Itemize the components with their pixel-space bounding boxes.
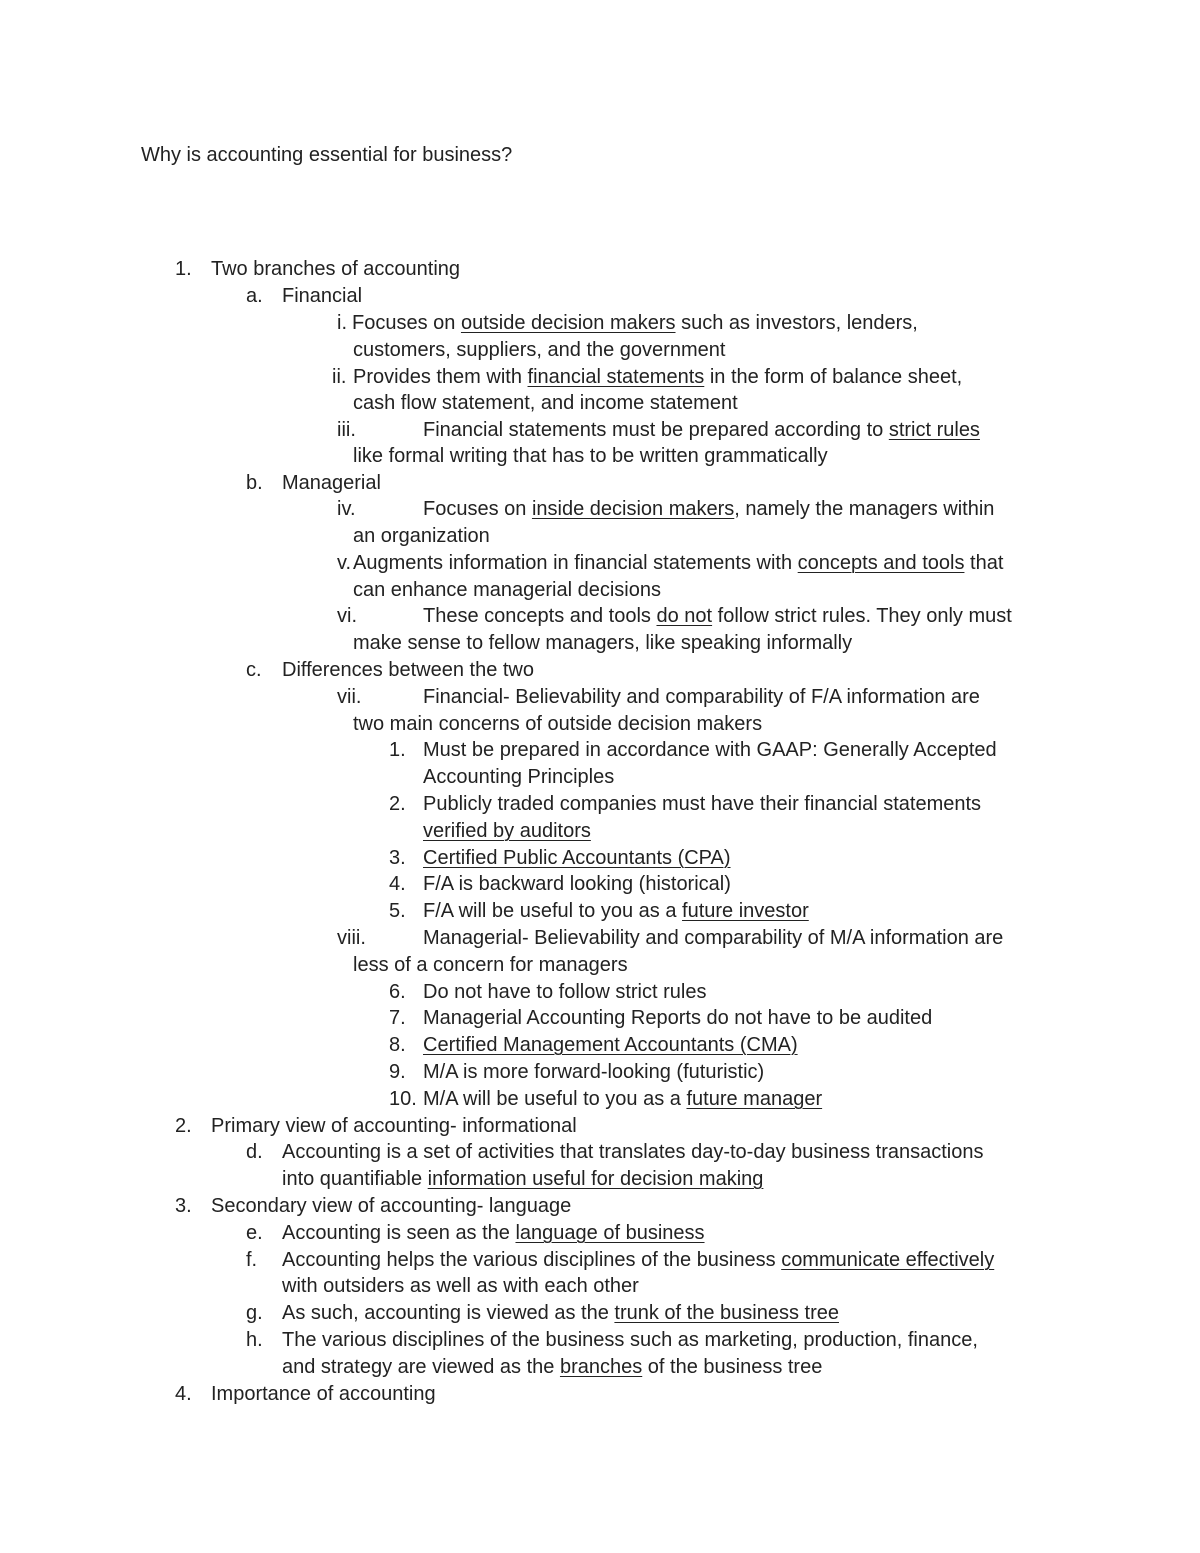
outline-line — [353, 577, 661, 603]
text-segment: Accounting is seen as the — [282, 1222, 516, 1244]
text-segment: As such, accounting is viewed as the — [282, 1302, 615, 1324]
text-segment: and strategy are viewed as the — [282, 1356, 560, 1378]
outline-line — [423, 979, 706, 1005]
text-segment: Primary view of accounting- informational — [211, 1115, 577, 1137]
outline-marker: f. — [246, 1249, 258, 1271]
text-segment: The various disciplines of the business such as marketing, production, finance, — [282, 1329, 978, 1351]
text-segment: F/A will be useful to you as a — [423, 900, 683, 922]
outline-line — [352, 310, 918, 336]
outline-marker: vi. — [337, 605, 357, 627]
text-segment: less of a concern for managers — [353, 954, 628, 976]
text-segment: Two branches of accounting — [211, 258, 461, 280]
outline-line — [282, 1220, 705, 1246]
underlined-term: strict rules — [888, 419, 980, 441]
text-segment: of the business tree — [642, 1356, 823, 1378]
outline-line — [423, 1032, 798, 1058]
outline-marker: v. — [337, 552, 352, 574]
text-segment: Differences between the two — [282, 659, 535, 681]
underlined-term: language of business — [515, 1222, 705, 1244]
outline-marker: 1. — [175, 258, 192, 280]
outline-line — [423, 791, 981, 817]
text-segment: customers, suppliers, and the government — [353, 339, 726, 361]
outline-line — [423, 925, 1003, 951]
text-segment: two main concerns of outside decision makers — [353, 713, 763, 735]
outline-line — [353, 364, 962, 390]
underlined-term: financial statements — [527, 366, 705, 388]
outline-line — [211, 1113, 577, 1139]
text-segment: Augments information in financial statements with — [353, 552, 798, 574]
outline-line — [282, 657, 534, 683]
outline-line — [423, 871, 731, 897]
outline-line — [423, 737, 997, 763]
text-segment: Financial — [282, 285, 363, 307]
outline-line — [353, 550, 1003, 576]
text-segment: Provides them with — [353, 366, 528, 388]
outline-marker: viii. — [337, 927, 366, 949]
text-segment: that — [964, 552, 1004, 574]
outline-marker: 3. — [175, 1195, 192, 1217]
outline-marker: i. — [337, 312, 347, 334]
outline-marker: h. — [246, 1329, 263, 1351]
outline-line — [282, 470, 381, 496]
outline-marker: c. — [246, 659, 262, 681]
text-segment: Financial statements must be prepared according to — [423, 419, 889, 441]
text-segment: into quantifiable — [282, 1168, 428, 1190]
text-segment: Publicly traded companies must have their financial statements — [423, 793, 982, 815]
text-segment: in the form of balance sheet, — [704, 366, 963, 388]
outline-line — [423, 684, 980, 710]
outline-line — [423, 603, 1012, 629]
outline-line — [282, 1166, 763, 1192]
outline-marker: e. — [246, 1222, 263, 1244]
outline-marker: 8. — [389, 1034, 406, 1056]
text-segment: like formal writing that has to be written grammatically — [353, 445, 828, 467]
outline-marker: 3. — [389, 847, 406, 869]
outline-marker: 2. — [389, 793, 406, 815]
text-segment: , namely the managers within — [734, 498, 995, 520]
text-segment: Importance of accounting — [211, 1383, 436, 1405]
text-segment: Must be prepared in accordance with GAAP: Generally Accepted — [423, 739, 997, 761]
outline-line — [282, 1273, 639, 1299]
outline-line — [423, 1059, 764, 1085]
outline-line — [282, 283, 362, 309]
outline-marker: iii. — [337, 419, 356, 441]
text-segment: M/A will be useful to you as a — [423, 1088, 687, 1110]
outline-line — [423, 764, 614, 790]
outline-marker: 9. — [389, 1061, 406, 1083]
text-segment: Secondary view of accounting- language — [211, 1195, 572, 1217]
underlined-term: inside decision makers — [531, 498, 735, 520]
text-segment: Focuses on — [423, 498, 532, 520]
text-segment: Accounting Principles — [423, 766, 615, 788]
underlined-term: future manager — [686, 1088, 823, 1110]
text-segment: such as investors, lenders, — [675, 312, 918, 334]
outline-line — [282, 1354, 822, 1380]
text-segment: an organization — [353, 525, 490, 547]
text-segment: M/A is more forward-looking (futuristic) — [423, 1061, 765, 1083]
outline-line — [423, 818, 591, 844]
outline-marker: g. — [246, 1302, 263, 1324]
outline-marker: b. — [246, 472, 263, 494]
outline-line — [353, 630, 852, 656]
outline-line — [353, 711, 762, 737]
outline-marker: 5. — [389, 900, 406, 922]
underlined-term: Certified Management Accountants (CMA) — [423, 1034, 798, 1056]
outline-line — [423, 898, 809, 924]
outline-marker: ii. — [332, 366, 347, 388]
underlined-term: do not — [656, 605, 713, 627]
text-segment: F/A is backward looking (historical) — [423, 873, 731, 895]
outline-line — [211, 256, 460, 282]
underlined-term: information useful for decision making — [427, 1168, 764, 1190]
outline-marker: 4. — [389, 873, 406, 895]
underlined-term: verified by auditors — [423, 820, 591, 842]
underlined-term: concepts and tools — [797, 552, 965, 574]
outline-line — [423, 845, 731, 871]
outline-line — [282, 1300, 839, 1326]
outline-line — [423, 417, 980, 443]
text-segment: cash flow statement, and income statement — [353, 392, 738, 414]
outline-line — [423, 1005, 932, 1031]
text-segment: follow strict rules. They only must — [712, 605, 1012, 627]
outline-marker: vii. — [337, 686, 362, 708]
underlined-term: branches — [559, 1356, 643, 1378]
outline-marker: 2. — [175, 1115, 192, 1137]
underlined-term: communicate effectively — [781, 1249, 995, 1271]
text-segment: Do not have to follow strict rules — [423, 981, 707, 1003]
underlined-term: trunk of the business tree — [614, 1302, 839, 1324]
outline-line — [282, 1247, 994, 1273]
outline-line — [423, 1086, 822, 1112]
outline-marker: 6. — [389, 981, 406, 1003]
text-segment: Accounting helps the various disciplines of the business — [282, 1249, 782, 1271]
document-title: Why is accounting essential for business? — [141, 144, 513, 166]
outline-line — [423, 496, 994, 522]
outline-line — [353, 337, 725, 363]
text-segment: make sense to fellow managers, like speaking informally — [353, 632, 853, 654]
text-segment: Accounting is a set of activities that translates day-to-day business transactions — [282, 1141, 984, 1163]
text-segment: Managerial — [282, 472, 381, 494]
outline-line — [353, 390, 738, 416]
underlined-term: outside decision makers — [460, 312, 676, 334]
text-segment: These concepts and tools — [423, 605, 657, 627]
text-segment: Managerial Accounting Reports do not have to be audited — [423, 1007, 933, 1029]
outline-marker: 4. — [175, 1383, 192, 1405]
outline-marker: 10. — [389, 1088, 417, 1110]
outline-line — [211, 1193, 571, 1219]
outline-line — [282, 1327, 978, 1353]
outline-line — [282, 1139, 983, 1165]
outline-marker: iv. — [337, 498, 356, 520]
outline-line — [353, 443, 828, 469]
text-segment: Financial- Believability and comparability of F/A information are — [423, 686, 980, 708]
outline-marker: 7. — [389, 1007, 406, 1029]
outline-line — [353, 952, 628, 978]
outline-line — [353, 523, 490, 549]
outline-line — [211, 1381, 436, 1407]
text-segment: with outsiders as well as with each other — [282, 1275, 639, 1297]
outline-marker: d. — [246, 1141, 263, 1163]
outline-marker: 1. — [389, 739, 406, 761]
outline-marker: a. — [246, 285, 263, 307]
text-segment: Focuses on — [352, 312, 461, 334]
text-segment: can enhance managerial decisions — [353, 579, 661, 601]
underlined-term: future investor — [682, 900, 809, 922]
text-segment: Managerial- Believability and comparability of M/A information are — [423, 927, 1004, 949]
underlined-term: Certified Public Accountants (CPA) — [423, 847, 731, 869]
